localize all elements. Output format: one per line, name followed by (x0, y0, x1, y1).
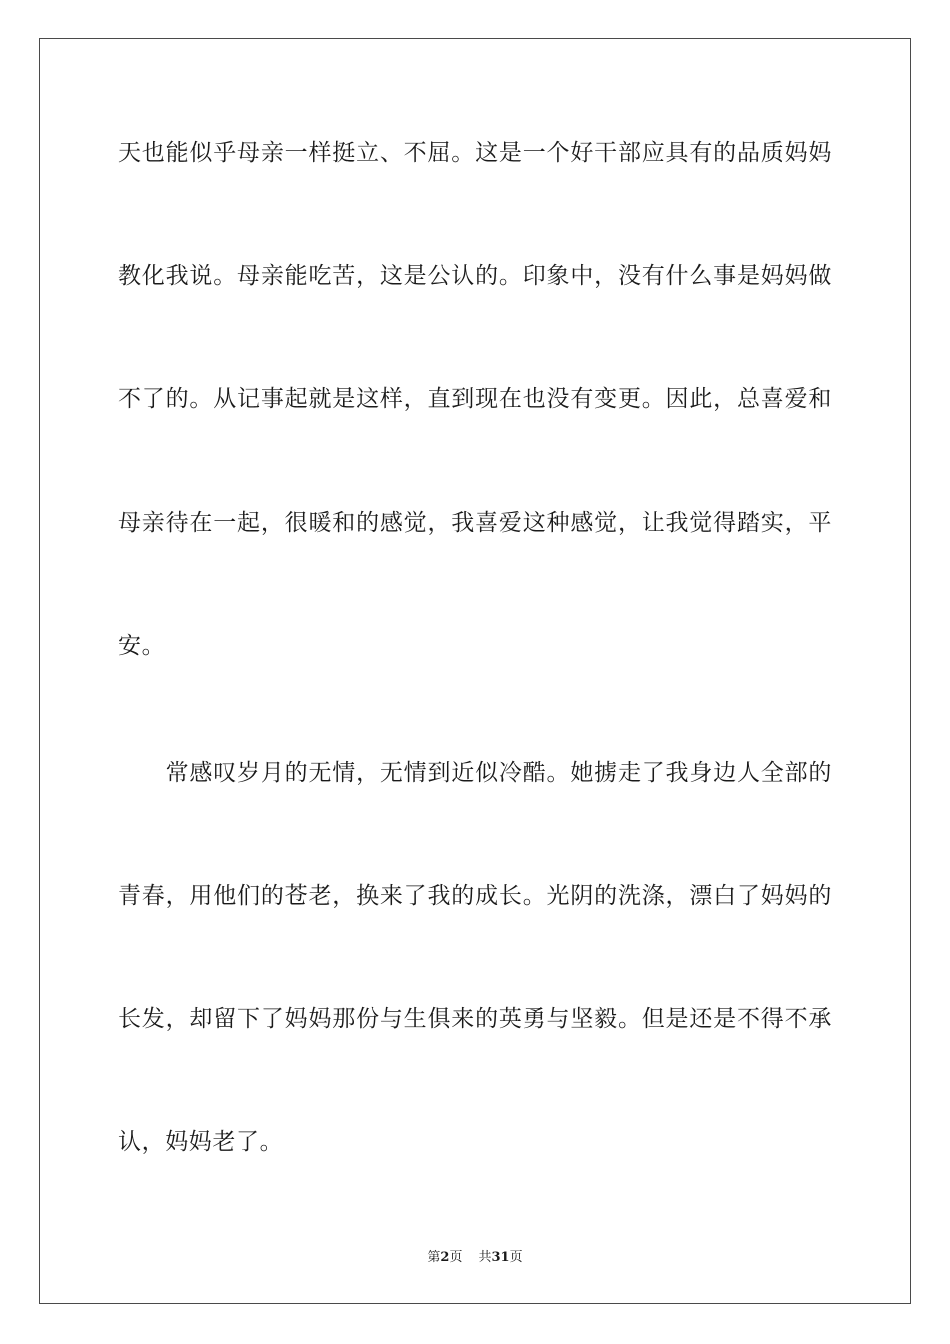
text-line: 天也能似乎母亲一样挺立、不屈。这是一个好干部应具有的品质妈妈 (118, 140, 832, 166)
total-suffix: 页 (509, 1250, 523, 1265)
page-number: 2 (440, 1250, 450, 1265)
text-line: 教化我说。母亲能吃苦，这是公认的。印象中，没有什么事是妈妈做 (118, 263, 832, 289)
page-footer (0, 1250, 950, 1266)
text-line: 不了的。从记事起就是这样，直到现在也没有变更。因此，总喜爱和 (118, 386, 832, 412)
page-suffix: 页 (449, 1250, 463, 1265)
text-line: 青春，用他们的苍老，换来了我的成长。光阴的洗涤，漂白了妈妈的 (118, 883, 832, 909)
text-line: 母亲待在一起，很暖和的感觉，我喜爱这种感觉，让我觉得踏实，平 (118, 510, 832, 536)
page-prefix: 第 (427, 1250, 441, 1265)
text-line: 常感叹岁月的无情，无情到近似冷酷。她掳走了我身边人全部的 (118, 760, 832, 786)
text-line: 安。 (118, 633, 166, 659)
text-line: 认，妈妈老了。 (118, 1129, 284, 1155)
page-border (39, 38, 911, 1304)
total-pages: 31 (491, 1250, 510, 1265)
total-prefix: 共 (478, 1250, 492, 1265)
text-line: 长发，却留下了妈妈那份与生俱来的英勇与坚毅。但是还是不得不承 (118, 1006, 832, 1032)
